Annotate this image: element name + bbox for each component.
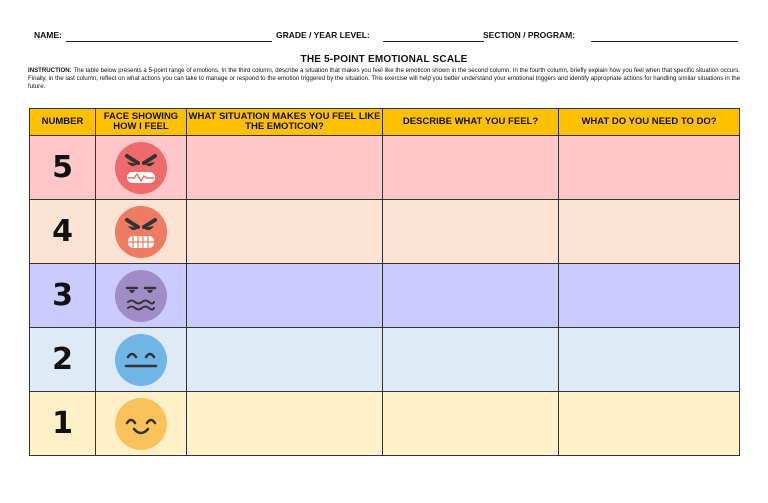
column-header-action: WHAT DO YOU NEED TO DO? <box>559 109 740 136</box>
action-cell[interactable] <box>559 200 740 264</box>
scale-number: 3 <box>30 264 96 328</box>
feeling-cell[interactable] <box>383 392 559 456</box>
table-row <box>30 136 740 200</box>
anxious-face-icon <box>114 269 168 323</box>
name-label: NAME: <box>34 30 62 40</box>
name-field[interactable] <box>66 41 272 42</box>
situation-cell[interactable] <box>187 264 383 328</box>
section-field[interactable] <box>591 41 738 42</box>
action-cell[interactable] <box>559 264 740 328</box>
scale-number: 4 <box>30 200 96 264</box>
action-cell[interactable] <box>559 328 740 392</box>
action-cell[interactable] <box>559 392 740 456</box>
feeling-cell[interactable] <box>383 264 559 328</box>
furious-face-icon <box>114 141 168 195</box>
action-cell[interactable] <box>559 136 740 200</box>
grade-field[interactable] <box>383 41 484 42</box>
situation-cell[interactable] <box>187 200 383 264</box>
column-header-situation: WHAT SITUATION MAKES YOU FEEL LIKE THE EMOTICON? <box>187 109 383 136</box>
scale-number: 2 <box>30 328 96 392</box>
situation-cell[interactable] <box>187 328 383 392</box>
scale-number: 1 <box>30 392 96 456</box>
instruction-label: INSTRUCTION: <box>28 67 72 74</box>
table-row <box>30 328 740 392</box>
feeling-cell[interactable] <box>383 328 559 392</box>
column-header-number: NUMBER <box>30 109 96 136</box>
scale-number: 5 <box>30 136 96 200</box>
feeling-cell[interactable] <box>383 136 559 200</box>
student-info-line <box>34 30 738 44</box>
situation-cell[interactable] <box>187 136 383 200</box>
table-header-row <box>30 109 740 136</box>
grade-label: GRADE / YEAR LEVEL: <box>276 30 370 40</box>
situation-cell[interactable] <box>187 392 383 456</box>
neutral-face-icon <box>114 333 168 387</box>
smiling-face-icon <box>114 397 168 451</box>
instruction-text: The table below presents a 5-point range of emotions. In the third column, describe a situation that makes you feel like the emoticon shown in the second column. In the fourth column, briefly explain how you feel when that specific situation occurs. Finally, in the last column, reflect on what actions you can take to manage or respond to the emotion triggered by the situation. This exercise will help you better understand your emotional triggers and identify appropriate actions for handling similar situations in the future. <box>28 67 740 91</box>
table-row <box>30 392 740 456</box>
table-row <box>30 264 740 328</box>
column-header-face: FACE SHOWING HOW I FEEL <box>96 109 187 136</box>
page-title: THE 5-POINT EMOTIONAL SCALE <box>300 54 468 65</box>
feeling-cell[interactable] <box>383 200 559 264</box>
table-row <box>30 200 740 264</box>
instruction-paragraph <box>28 67 740 92</box>
angry-grimace-face-icon <box>114 205 168 259</box>
column-header-feeling: DESCRIBE WHAT YOU FEEL? <box>383 109 559 136</box>
emotional-scale-table <box>29 108 740 456</box>
section-label: SECTION / PROGRAM: <box>483 30 576 40</box>
